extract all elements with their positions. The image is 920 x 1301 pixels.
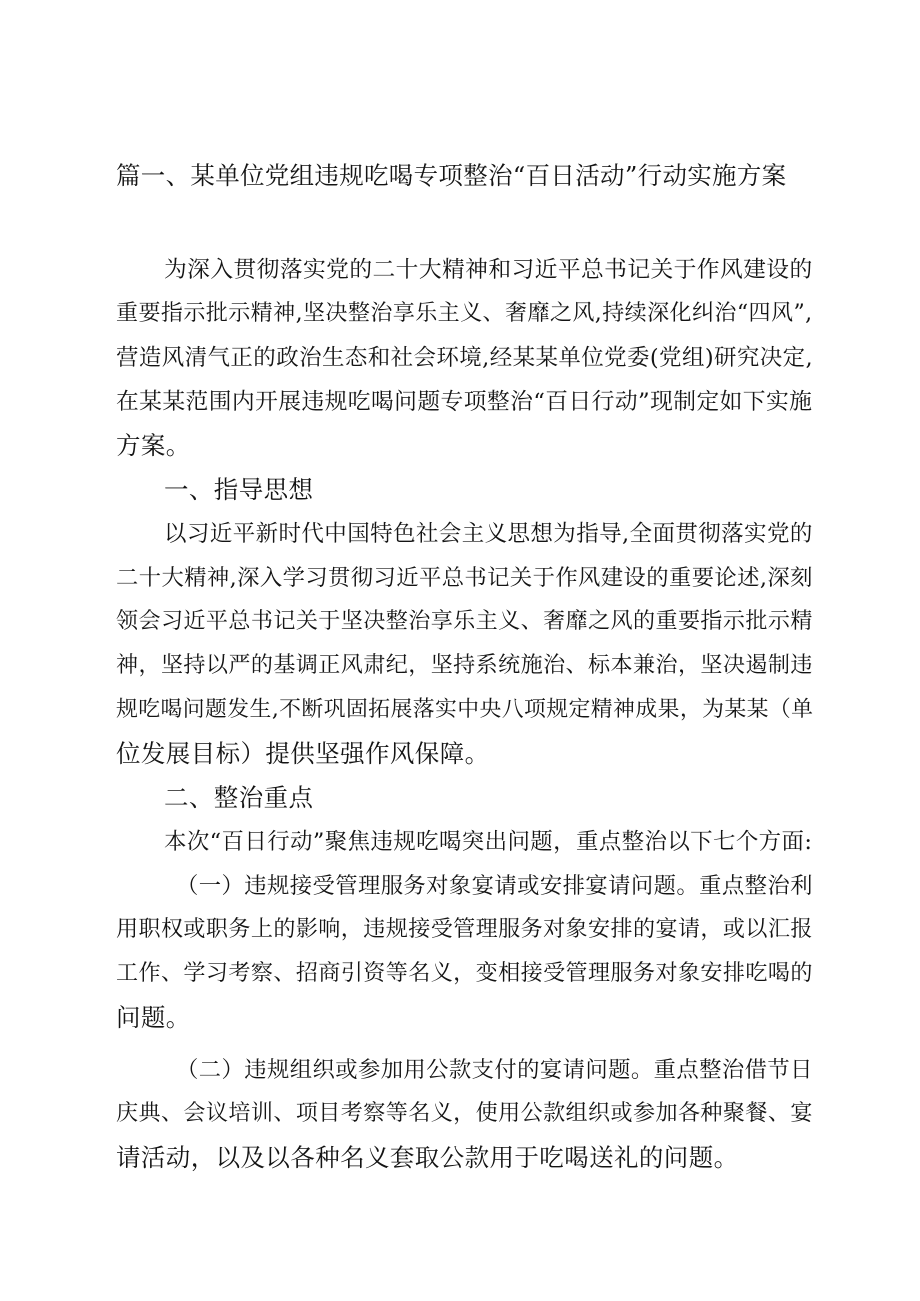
paragraph-line: 位发展目标）提供坚强作风保障。 [116,739,490,768]
paragraph-line: 重要指示批示精神,坚决整治享乐主义、奢靡之风,持续深化纠治“四风”, [116,301,813,326]
paragraph-line: 领会习近平总书记关于坚决整治享乐主义、奢靡之风的重要指示批示精 [116,609,813,634]
paragraph-line: 用职权或职务上的影响，违规接受管理服务对象安排的宴请，或以汇报 [116,917,813,942]
paragraph-line: 方案。 [116,431,191,460]
paragraph-line: （二）违规组织或参加用公款支付的宴请问题。重点整治借节日 [176,1057,813,1083]
paragraph-line: 为深入贯彻落实党的二十大精神和习近平总书记关于作风建设的 [164,257,813,283]
paragraph-line: 在某某范围内开展违规吃喝问题专项整治“百日行动”现制定如下实施 [116,389,813,415]
paragraph-line: 庆典、会议培训、项目考察等名义，使用公款组织或参加各种聚餐、宴 [116,1101,813,1126]
paragraph-line: 问题。 [116,1003,191,1032]
section-heading: 一、指导思想 [164,475,314,504]
paragraph-line: 规吃喝问题发生,不断巩固拓展落实中央八项规定精神成果，为某某（单 [116,697,814,722]
paragraph-line: 营造风清气正的政治生态和社会环境,经某某单位党委(党组)研究决定, [116,345,814,371]
section-heading: 二、整治重点 [164,783,314,812]
paragraph-line: 神，坚持以严的基调正风肃纪，坚持系统施治、标本兼治，坚决遏制违 [116,653,813,678]
paragraph-line: 二十大精神,深入学习贯彻习近平总书记关于作风建设的重要论述,深刻 [116,565,813,591]
paragraph-line: 请活动，以及以各种名义套取公款用于吃喝送礼的问题。 [116,1143,739,1172]
paragraph-line: （一）违规接受管理服务对象宴请或安排宴请问题。重点整治利 [176,873,813,899]
document-title: 篇一、某单位党组违规吃喝专项整治“百日活动”行动实施方案 [116,161,787,190]
paragraph-line: 本次“百日行动”聚焦违规吃喝突出问题，重点整治以下七个方面: [164,829,813,855]
paragraph-line: 工作、学习考察、招商引资等名义，变相接受管理服务对象安排吃喝的 [116,961,813,986]
paragraph-line: 以习近平新时代中国特色社会主义思想为指导,全面贯彻落实党的 [164,521,813,547]
